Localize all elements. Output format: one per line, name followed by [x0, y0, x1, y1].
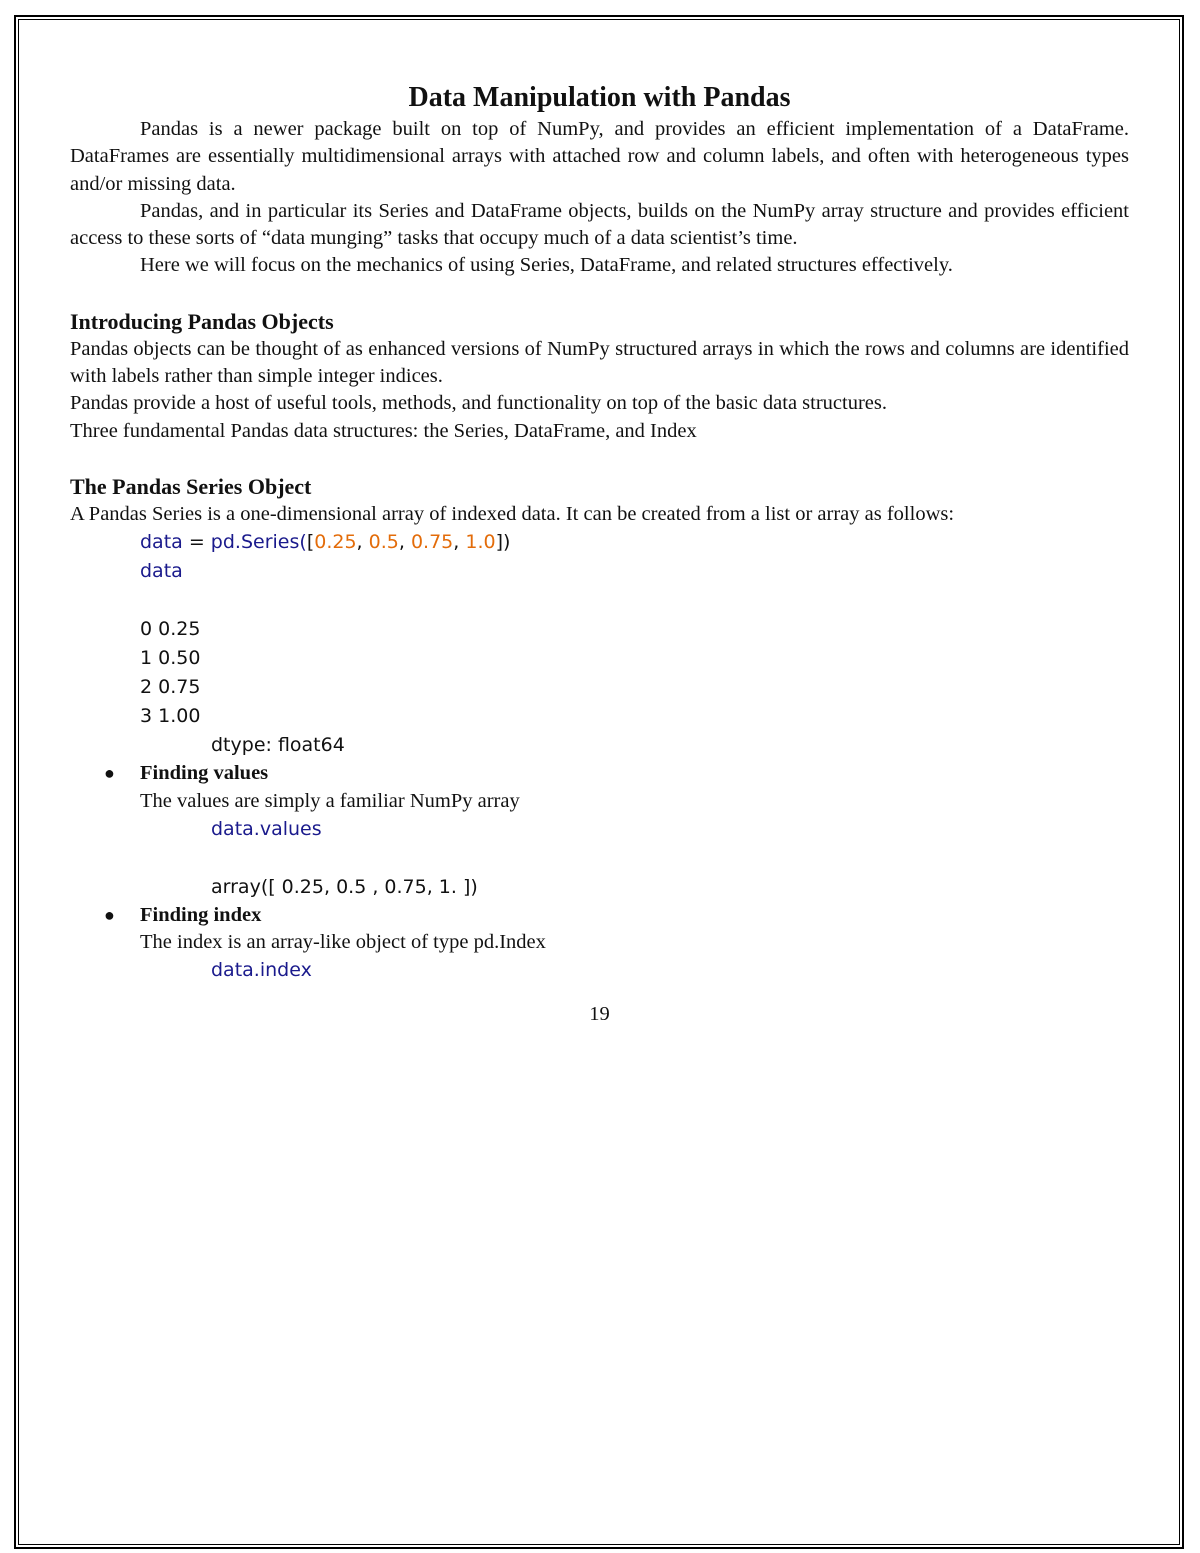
bullet-icon: ● [104, 904, 115, 925]
output-values-array: array([ 0.25, 0.5 , 0.75, 1. ]) [211, 875, 478, 898]
code-line-data: data [140, 560, 183, 583]
bullet-finding-index [104, 902, 1129, 957]
section-heading-series: The Pandas Series Object [70, 473, 312, 499]
section-heading-introducing: Introducing Pandas Objects [70, 308, 334, 334]
bullet-title: Finding values [140, 762, 269, 785]
output-row-2: 2 0.75 [140, 676, 201, 699]
section1-line-2: Pandas provide a host of useful tools, methods, and functionality on top of the basic data structures. [70, 392, 887, 415]
bullet-description: The index is an array-like object of type pd.Index [140, 931, 546, 954]
document-body [70, 80, 1129, 1029]
code-line-index: data.index [211, 959, 312, 982]
intro-paragraph-2: Pandas, and in particular its Series and DataFrame objects, builds on the NumPy array structure and provides efficient access to these sorts of “data munging” tasks that occupy much of a data scientist’s time. [70, 199, 1129, 250]
section1-line-3: Three fundamental Pandas data structures: the Series, DataFrame, and Index [70, 419, 697, 442]
page-title: Data Manipulation with Pandas [408, 82, 791, 113]
intro-paragraph-3: Here we will focus on the mechanics of using Series, DataFrame, and related structures effectively. [140, 254, 953, 277]
bullet-icon: ● [104, 763, 115, 784]
output-row-3: 3 1.00 [140, 705, 201, 728]
section1-line-1: Pandas objects can be thought of as enhanced versions of NumPy structured arrays in which the rows and columns are identified with labels rather than simple integer indices. [70, 337, 1129, 388]
output-dtype: dtype: float64 [211, 734, 345, 757]
page-number: 19 [589, 1003, 610, 1026]
output-row-1: 1 0.50 [140, 647, 201, 670]
bullet-title: Finding index [140, 903, 262, 926]
code-line-values: data.values [211, 817, 322, 840]
intro-paragraph-1: Pandas is a newer package built on top of NumPy, and provides an efficient implementation of a DataFrame. DataFrames are essentially multidimensional arrays with attached row and column labels, and often with heterogeneous types and/or missing data. [70, 118, 1129, 195]
code-line-create-series: data = pd.Series([0.25, 0.5, 0.75, 1.0]) [140, 531, 511, 554]
series-intro: A Pandas Series is a one-dimensional array of indexed data. It can be created from a list or array as follows: [70, 502, 955, 525]
bullet-finding-values [104, 760, 1129, 815]
bullet-description: The values are simply a familiar NumPy array [140, 789, 520, 812]
output-row-0: 0 0.25 [140, 618, 201, 641]
